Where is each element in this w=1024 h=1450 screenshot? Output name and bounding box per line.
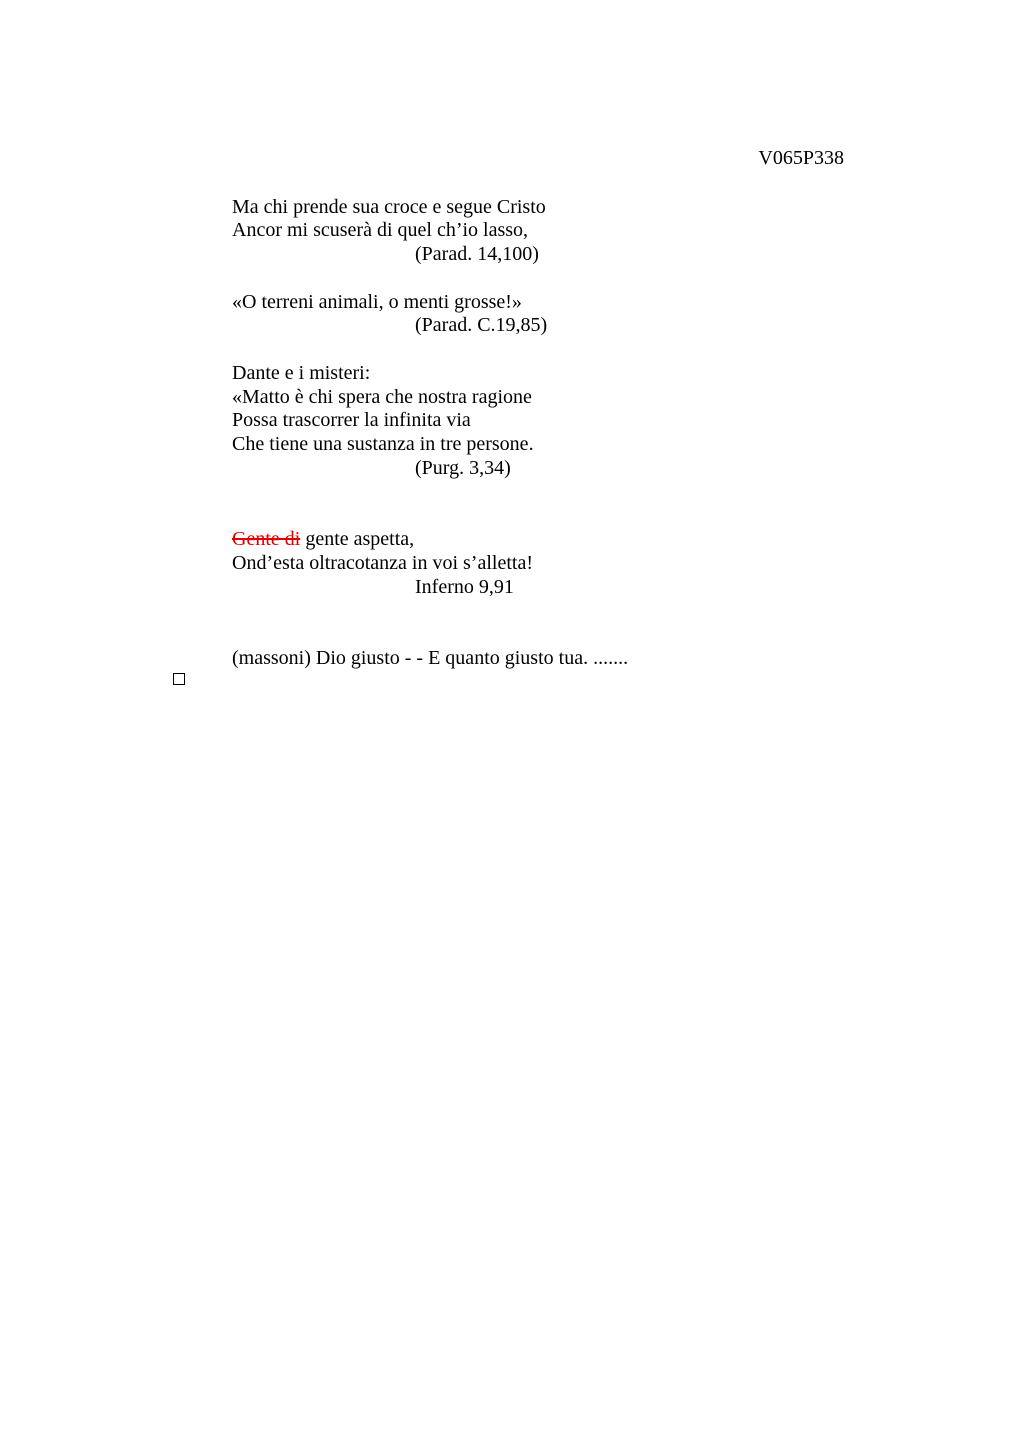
verse-line-remainder: gente aspetta, <box>300 528 415 550</box>
verse-line: Ancor mi scuserà di quel ch’io lasso, <box>232 219 529 241</box>
empty-square-marker <box>173 673 185 685</box>
verse-line: «Matto è chi spera che nostra ragione <box>232 386 532 408</box>
verse-line: Ma chi prende sua croce e segue Cristo <box>232 196 546 218</box>
verse-citation: (Parad. 14,100) <box>415 243 539 265</box>
section-heading: Dante e i misteri: <box>232 362 371 384</box>
verse-line: «O terreni animali, o menti grosse!» <box>232 291 522 313</box>
verse-line: Che tiene una sustanza in tre persone. <box>232 433 534 455</box>
page-reference-code: V065P338 <box>758 147 844 169</box>
note-line: (massoni) Dio giusto - - E quanto giusto tua. ....... <box>232 647 629 669</box>
verse-citation: Inferno 9,91 <box>415 576 514 598</box>
verse-line: Possa trascorrer la infinita via <box>232 409 471 431</box>
verse-citation: (Parad. C.19,85) <box>415 314 548 336</box>
deleted-text: Gente di <box>232 528 301 550</box>
verse-line: Ond’esta oltracotanza in voi s’alletta! <box>232 552 533 574</box>
verse-citation: (Purg. 3,34) <box>415 457 511 479</box>
verse-line-with-deletion <box>232 527 414 551</box>
